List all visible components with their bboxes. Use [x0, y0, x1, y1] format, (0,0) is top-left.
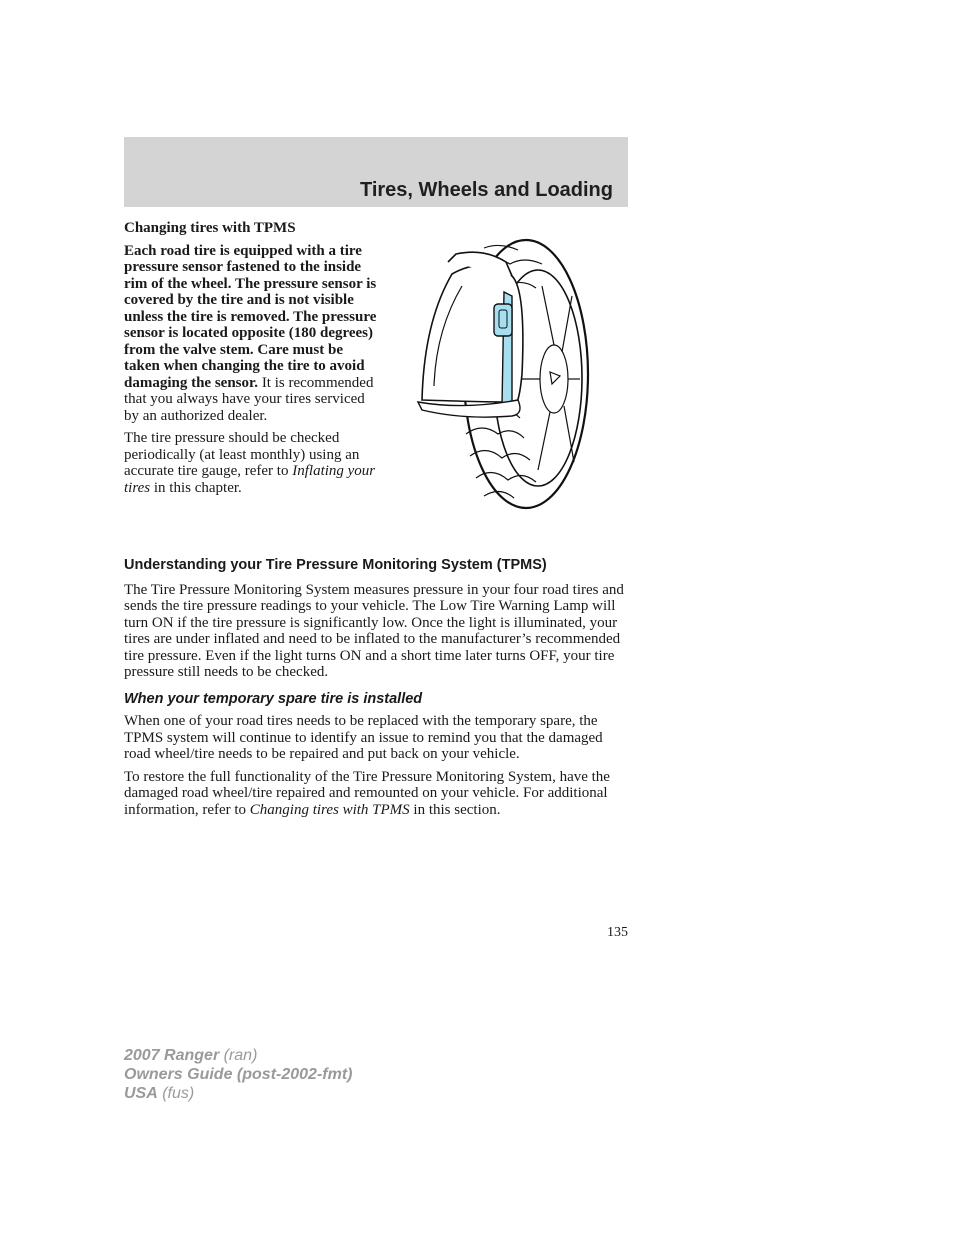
- footer-market-code: (fus): [157, 1085, 195, 1102]
- tpms-change-heading: Changing tires with TPMS: [124, 220, 296, 236]
- pressure-check-paragraph: [124, 430, 380, 496]
- footer-line-3: [124, 1084, 352, 1103]
- spare-tire-paragraph-2-tail: in this section.: [409, 801, 501, 818]
- page-number: 135: [607, 925, 628, 940]
- spare-tire-paragraph-1: When one of your road tires needs to be replaced with the temporary spare, the TPMS system will continue to identify an issue to remind you that the damaged road wheel/tire needs to be repaired and put back on your vehicle.: [124, 713, 603, 762]
- chapter-header: [124, 137, 628, 207]
- understanding-tpms-body: The Tire Pressure Monitoring System measures pressure in your four road tires and sends the tire pressure readings to your vehicle. The Low Tire Warning Lamp will turn ON if the tire pressure is significantly low. Once the light is illuminated, your tires are under inflated and need to be inflated to the manufacturer’s recommended tire pressure. Even if the light turns ON and a short time later turns OFF, your tire pressure still needs to be checked.: [124, 581, 624, 680]
- tpms-change-section: [124, 220, 380, 502]
- spare-tire-paragraph-2-text: To restore the full functionality of the Tire Pressure Monitoring System, have the damaged road wheel/tire repaired and remounted on your vehicle. For additional information, refer to: [124, 768, 610, 818]
- tire-sensor-illustration: [414, 234, 590, 514]
- footer-line-1: [124, 1046, 352, 1065]
- pressure-check-tail: in this chapter.: [150, 479, 242, 496]
- understanding-tpms-section: [124, 557, 630, 824]
- pressure-check-text: The tire pressure should be checked periodically (at least monthly) using an accurate tire gauge, refer to: [124, 430, 360, 479]
- tpms-warning-paragraph: [124, 243, 380, 425]
- chapter-title: Tires, Wheels and Loading: [359, 179, 613, 201]
- understanding-tpms-heading: Understanding your Tire Pressure Monitoring System (TPMS): [124, 557, 547, 573]
- inflating-tires-reference: Inflating your tires: [124, 463, 376, 496]
- tpms-sensor-icon: [494, 304, 512, 336]
- spare-tire-heading: When your temporary spare tire is installed: [124, 690, 423, 707]
- footer-market: USA: [124, 1085, 158, 1102]
- tpms-warning-bold: Each road tire is equipped with a tire pressure sensor fastened to the inside rim of the wheel. The pressure sensor is covered by the tire and is not visible unless the tire is removed. The pressure sensor is located opposite (180 degrees) from the valve stem. Care must be taken when changing the tire to avoid damaging the sensor.: [124, 242, 377, 391]
- footer-model: 2007 Ranger: [124, 1047, 220, 1064]
- tpms-warning-normal: It is recommended that you always have your tires serviced by an authorized dealer.: [124, 374, 374, 424]
- footer-model-code: (ran): [219, 1047, 258, 1064]
- document-footer: [124, 1046, 352, 1103]
- footer-guide: Owners Guide (post-2002-fmt): [124, 1066, 353, 1083]
- changing-tires-reference: Changing tires with TPMS: [249, 801, 410, 818]
- footer-line-2: [124, 1065, 352, 1084]
- spare-tire-paragraph-2: [124, 769, 630, 819]
